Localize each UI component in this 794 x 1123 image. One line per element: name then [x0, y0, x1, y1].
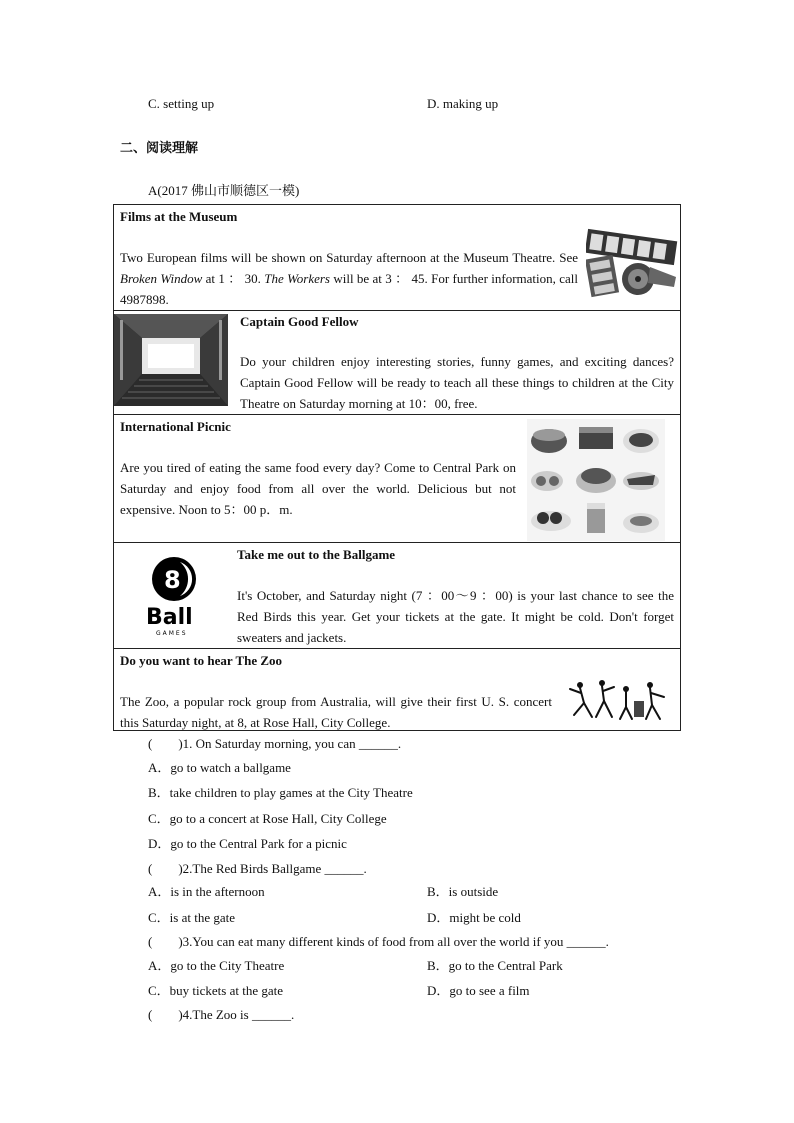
notice-body: It's October, and Saturday night (7 ：00～9 ：00) is your last chance to see the Red Birds this year. Get your tickets at the gate. It might be cold. Don't forget sweaters and jackets.	[237, 588, 674, 645]
section-title: 二、阅读理解	[120, 141, 199, 156]
notice-zoo	[114, 649, 680, 731]
passage-label: A(2017 佛山市顺德区一模)	[148, 183, 300, 198]
question-3-option-d[interactable]: D．go to see a film	[427, 983, 530, 998]
option-c-setting-up: C. setting up	[148, 96, 215, 111]
question-2-option-b[interactable]: B．is outside	[427, 884, 499, 899]
question-4-stem: ( )4.The Zoo is ______.	[148, 1007, 295, 1022]
question-2-stem: ( )2.The Red Birds Ballgame ______.	[148, 861, 367, 876]
question-1-stem: ( )1. On Saturday morning, you can ______.	[148, 736, 402, 751]
notice-title: Take me out to the Ballgame	[237, 547, 396, 562]
question-1-option-a[interactable]: A．go to watch a ballgame	[148, 760, 291, 775]
notice-body: Two European films will be shown on Saturday afternoon at the Museum Theatre. See Broken Window at 1 ： 30. The Workers will be at 3 ： 45. For further information, call 4987898.	[120, 250, 578, 307]
notice-title: Films at the Museum	[120, 209, 238, 224]
notice-captain	[114, 311, 680, 415]
question-1-option-b[interactable]: B．take children to play games at the City Theatre	[148, 785, 413, 800]
notice-body: The Zoo, a popular rock group from Australia, will give their first U. S. concert this Saturday night, at 8, at Rose Hall, City College.	[120, 694, 552, 730]
question-1-option-c[interactable]: C．go to a concert at Rose Hall, City College	[148, 811, 387, 826]
rock-band-image	[566, 677, 670, 723]
question-3-option-a[interactable]: A．go to the City Theatre	[148, 958, 285, 973]
notice-picnic	[114, 415, 680, 543]
notice-title: International Picnic	[120, 419, 231, 434]
question-3-stem: ( )3.You can eat many different kinds of food from all over the world if you ______.	[148, 934, 609, 949]
notice-title: Captain Good Fellow	[240, 314, 359, 329]
question-2-option-d[interactable]: D．might be cold	[427, 910, 521, 925]
notice-ballgame	[114, 543, 680, 649]
option-d-making-up: D. making up	[427, 96, 499, 111]
theatre-hall-image	[114, 314, 228, 406]
question-3-option-b[interactable]: B．go to the Central Park	[427, 958, 563, 973]
question-1-option-d[interactable]: D．go to the Central Park for a picnic	[148, 836, 347, 851]
question-3-option-c[interactable]: C．buy tickets at the gate	[148, 983, 284, 998]
question-2-option-a[interactable]: A．is in the afternoon	[148, 884, 265, 899]
ball-number: 8	[164, 566, 181, 594]
notice-body: Are you tired of eating the same food every day? Come to Central Park on Saturday and enjoy food from all over the world. Delicious but not expensive. Noon to 5：00 p．m.	[120, 460, 516, 517]
food-dishes-image	[527, 419, 665, 541]
notice-films	[114, 205, 680, 311]
film-reel-image	[586, 227, 678, 299]
question-2-option-c[interactable]: C．is at the gate	[148, 910, 236, 925]
notice-body: Do your children enjoy interesting stories, funny games, and exciting dances? Captain Good Fellow will be ready to teach all these things to children at the City Theatre on Saturday morning at 10：00, free.	[240, 354, 674, 411]
notices-table	[113, 204, 681, 731]
ball-logo-text: Ball	[146, 605, 193, 630]
ball-logo-sub: GAMES	[156, 630, 188, 637]
eight-ball-logo	[142, 555, 210, 637]
notice-title: Do you want to hear The Zoo	[120, 653, 283, 668]
